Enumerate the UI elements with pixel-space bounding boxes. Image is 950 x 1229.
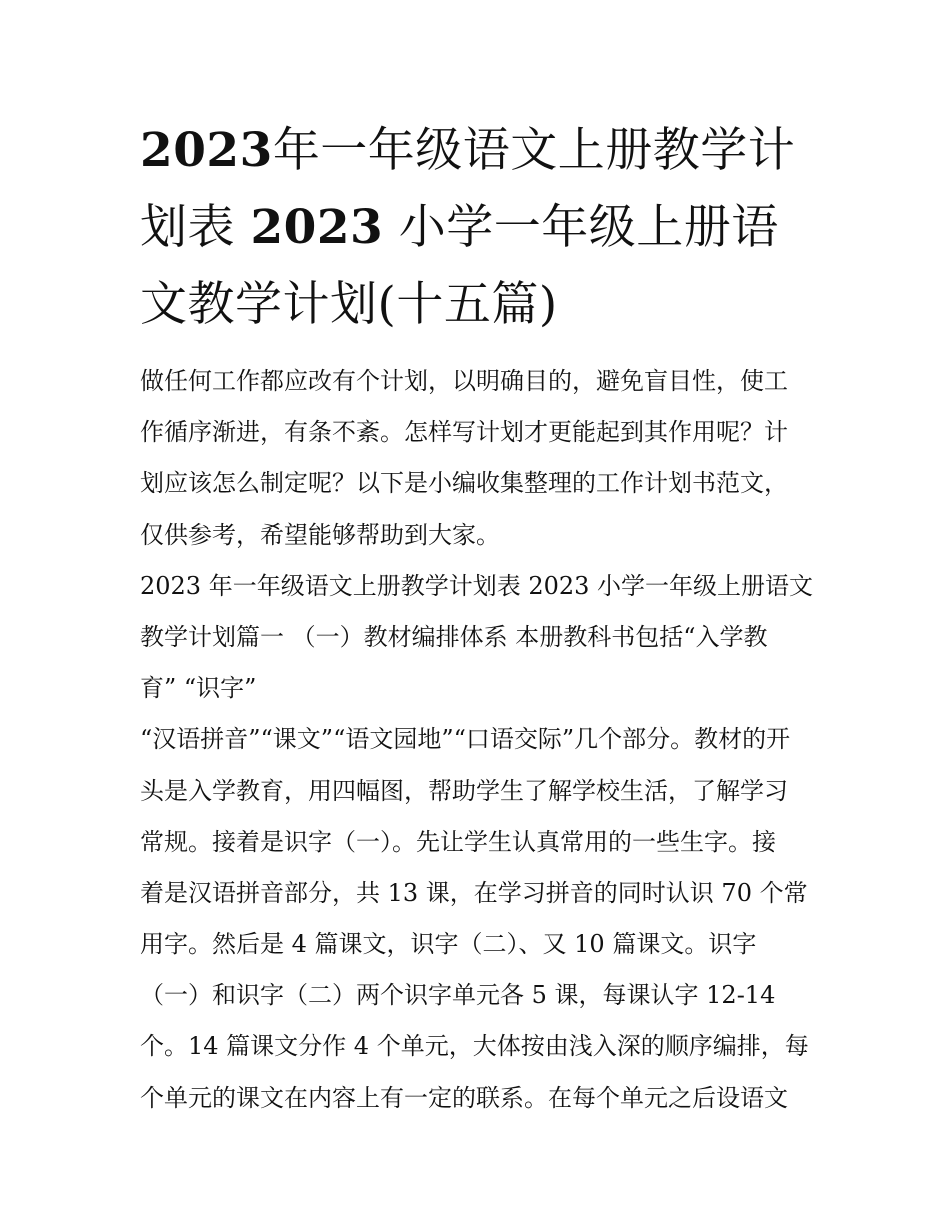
body-line: 常规。接着是识字（一）。先让学生认真常用的一些生字。接 xyxy=(140,827,776,856)
body-line: 用字。然后是 4 篇课文，识字（二）、又 10 篇课文。识字 xyxy=(140,930,757,959)
title-line: 划表 2023 小学一年级上册语 xyxy=(140,200,779,255)
body-line: （一）和识字（二）两个识字单元各 5 课，每课认字 12-14 xyxy=(140,981,776,1010)
title-line: 2023年一年级语文上册教学计 xyxy=(140,123,796,178)
title-year: 2023 xyxy=(250,200,384,255)
body-line: 着是汉语拼音部分，共 13 课，在学习拼音的同时认识 70 个常 xyxy=(140,878,808,907)
document-body xyxy=(140,356,830,1124)
title-year: 2023 xyxy=(140,123,273,178)
body-line: 2023 年一年级语文上册教学计划表 2023 小学一年级上册语文 xyxy=(140,571,814,600)
body-line: 育” “识字” xyxy=(140,674,257,703)
body-line: 教学计划篇一 （一）教材编排体系 本册教科书包括“入学教 xyxy=(140,622,768,651)
body-line: 作循序渐进，有条不紊。怎样写计划才更能起到其作用呢？计 xyxy=(140,418,788,447)
body-line: “汉语拼音”“课文”“语文园地”“口语交际”几个部分。教材的开 xyxy=(140,725,791,754)
body-line: 划应该怎么制定呢？以下是小编收集整理的工作计划书范文， xyxy=(140,469,788,498)
body-line: 个单元的课文在内容上有一定的联系。在每个单元之后设语文 xyxy=(140,1083,788,1112)
body-line: 个。14 篇课文分作 4 个单元，大体按由浅入深的顺序编排，每 xyxy=(140,1032,809,1061)
body-line: 仅供参考，希望能够帮助到大家。 xyxy=(140,520,500,549)
document-title xyxy=(140,112,830,343)
title-line: 文教学计划(十五篇) xyxy=(140,277,558,332)
body-line: 头是入学教育，用四幅图，帮助学生了解学校生活，了解学习 xyxy=(140,776,788,805)
body-line: 做任何工作都应改有个计划，以明确目的，避免盲目性，使工 xyxy=(140,367,788,395)
